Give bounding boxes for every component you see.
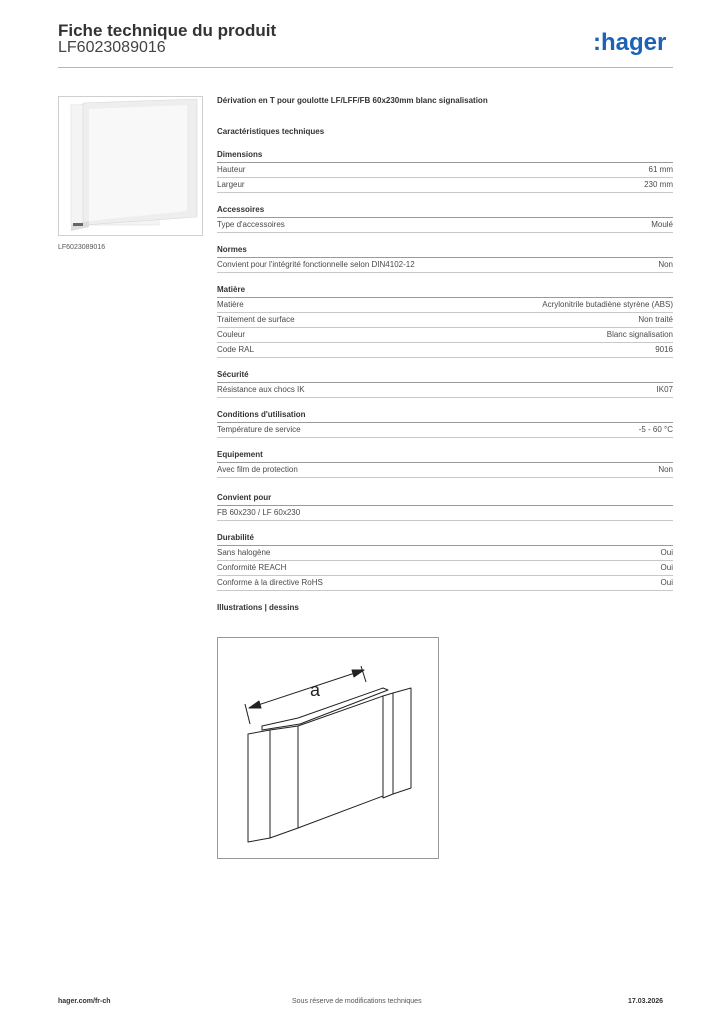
spec-label: Convient pour l'intégrité fonctionnelle selon DIN4102-12 [217, 260, 415, 269]
spec-value: Blanc signalisation [606, 330, 673, 339]
spec-label: Traitement de surface [217, 315, 295, 324]
group-title: Accessoires [217, 204, 673, 218]
group-title: Durabilité [217, 532, 673, 546]
spec-value: Non [658, 465, 673, 474]
group-title: Dimensions [217, 149, 673, 163]
product-photo [58, 96, 203, 236]
spec-label: Température de service [217, 425, 301, 434]
footer-date: 17.03.2026 [628, 998, 664, 1005]
spec-row [217, 313, 673, 328]
page-title: Fiche technique du produit [58, 21, 277, 40]
spec-label: Sans halogène [217, 548, 271, 557]
spec-value: 9016 [655, 345, 673, 354]
spec-row [217, 328, 673, 343]
section-heading: Caractéristiques techniques [217, 127, 325, 136]
group-title: Equipement [217, 449, 673, 463]
spec-row [217, 343, 673, 358]
spec-label: Avec film de protection [217, 465, 298, 474]
group-title: Matière [217, 284, 673, 298]
spec-label: Code RAL [217, 345, 254, 354]
spec-value: Acrylonitrile butadiène styrène (ABS) [542, 300, 673, 309]
photo-caption: LF6023089016 [58, 244, 106, 251]
group-standards [217, 244, 673, 273]
hager-logo [593, 28, 675, 58]
spec-label: FB 60x230 / LF 60x230 [217, 508, 301, 517]
group-conditions [217, 409, 673, 438]
spec-value: -5 - 60 °C [638, 425, 673, 434]
product-description: Dérivation en T pour goulotte LF/LFF/FB 60x230mm blanc signalisation [217, 96, 488, 105]
spec-row [217, 423, 673, 438]
group-material [217, 284, 673, 358]
spec-value: Oui [660, 578, 673, 587]
spec-value: Non traité [638, 315, 673, 324]
group-title: Normes [217, 244, 673, 258]
spec-row [217, 258, 673, 273]
spec-row [217, 506, 673, 521]
technical-drawing [217, 637, 439, 859]
spec-value: Oui [660, 563, 673, 572]
spec-row [217, 576, 673, 591]
spec-value: Oui [660, 548, 673, 557]
svg-text::hager: :hager [593, 29, 667, 56]
illustrations-title: Illustrations | dessins [217, 603, 299, 612]
spec-label: Hauteur [217, 165, 246, 174]
footer-notice: Sous réserve de modifications techniques [292, 998, 422, 1005]
product-reference: LF6023089016 [58, 39, 166, 56]
spec-label: Largeur [217, 180, 245, 189]
spec-value: 61 mm [648, 165, 673, 174]
spec-label: Conformité REACH [217, 563, 287, 572]
dimension-label: a [310, 680, 321, 700]
spec-row [217, 178, 673, 193]
spec-label: Résistance aux chocs IK [217, 385, 305, 394]
spec-value: Non [658, 260, 673, 269]
group-safety [217, 369, 673, 398]
group-equipment [217, 449, 673, 478]
group-accessories [217, 204, 673, 233]
spec-row [217, 163, 673, 178]
spec-row [217, 561, 673, 576]
footer-website[interactable]: hager.com/fr-ch [58, 998, 111, 1005]
spec-row [217, 383, 673, 398]
header-divider [58, 67, 673, 68]
spec-label: Conforme à la directive RoHS [217, 578, 323, 587]
group-title: Conditions d'utilisation [217, 409, 673, 423]
group-compatible [217, 492, 673, 521]
spec-value: IK07 [656, 385, 673, 394]
group-durability [217, 532, 673, 591]
spec-value: Moulé [651, 220, 673, 229]
spec-row [217, 463, 673, 478]
spec-row [217, 218, 673, 233]
spec-label: Couleur [217, 330, 246, 339]
spec-row [217, 298, 673, 313]
group-title: Sécurité [217, 369, 673, 383]
specifications [217, 96, 673, 617]
spec-label: Type d'accessoires [217, 220, 285, 229]
spec-row [217, 546, 673, 561]
spec-value: 230 mm [644, 180, 673, 189]
group-title: Convient pour [217, 492, 673, 506]
group-dimensions [217, 149, 673, 193]
spec-label: Matière [217, 300, 244, 309]
